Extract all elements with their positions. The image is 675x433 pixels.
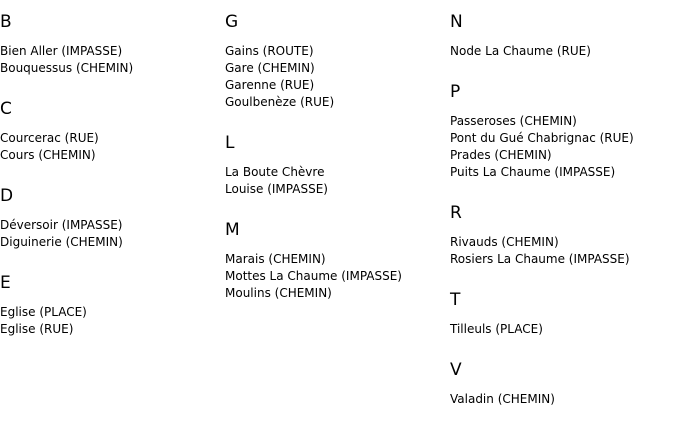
street-list xyxy=(225,43,445,111)
street-link[interactable]: Déversoir (IMPASSE) xyxy=(0,218,123,232)
letter-group-t xyxy=(450,290,675,338)
street-link[interactable]: Mottes La Chaume (IMPASSE) xyxy=(225,269,402,283)
letter-heading: P xyxy=(450,82,461,102)
street-index-column-1 xyxy=(0,0,220,338)
street-link[interactable]: Gare (CHEMIN) xyxy=(225,61,315,75)
street-link[interactable]: Diguinerie (CHEMIN) xyxy=(0,235,123,249)
street-index-column-3 xyxy=(450,0,675,408)
street-link[interactable]: Node La Chaume (RUE) xyxy=(450,44,591,58)
street-link[interactable]: Tilleuls (PLACE) xyxy=(450,322,543,336)
street-link[interactable]: Gains (ROUTE) xyxy=(225,44,314,58)
letter-heading: D xyxy=(0,186,14,206)
letter-group-n xyxy=(450,12,675,60)
street-link[interactable]: Courcerac (RUE) xyxy=(0,131,99,145)
street-link[interactable]: Pont du Gué Chabrignac (RUE) xyxy=(450,131,634,145)
letter-heading: R xyxy=(450,203,462,223)
street-link[interactable]: Bien Aller (IMPASSE) xyxy=(0,44,123,58)
street-list xyxy=(0,304,220,338)
letter-group-l xyxy=(225,133,445,198)
street-link[interactable]: Louise (IMPASSE) xyxy=(225,182,328,196)
letter-heading: E xyxy=(0,273,11,293)
street-link[interactable]: Passeroses (CHEMIN) xyxy=(450,114,577,128)
street-link[interactable]: Eglise (RUE) xyxy=(0,322,74,336)
street-list xyxy=(0,217,220,251)
street-link[interactable]: La Boute Chèvre xyxy=(225,165,325,179)
letter-group-e xyxy=(0,273,220,338)
letter-heading: M xyxy=(225,220,240,240)
street-link[interactable]: Valadin (CHEMIN) xyxy=(450,392,555,406)
letter-heading: G xyxy=(225,12,239,32)
street-link[interactable]: Bouquessus (CHEMIN) xyxy=(0,61,134,75)
street-link[interactable]: Rivauds (CHEMIN) xyxy=(450,235,559,249)
street-link[interactable]: Cours (CHEMIN) xyxy=(0,148,96,162)
street-link[interactable]: Goulbenèze (RUE) xyxy=(225,95,335,109)
letter-group-r xyxy=(450,203,675,268)
letter-group-g xyxy=(225,12,445,111)
street-link[interactable]: Puits La Chaume (IMPASSE) xyxy=(450,165,616,179)
street-list xyxy=(450,234,675,268)
street-list xyxy=(0,130,220,164)
letter-heading: T xyxy=(450,290,461,310)
letter-heading: N xyxy=(450,12,463,32)
letter-heading: V xyxy=(450,360,462,380)
letter-group-v xyxy=(450,360,675,408)
letter-group-c xyxy=(0,99,220,164)
letter-group-d xyxy=(0,186,220,251)
letter-group-m xyxy=(225,220,445,302)
letter-heading: L xyxy=(225,133,235,153)
street-index-column-2 xyxy=(225,0,445,302)
street-list xyxy=(450,113,675,181)
street-link[interactable]: Eglise (PLACE) xyxy=(0,305,87,319)
letter-group-p xyxy=(450,82,675,181)
street-list xyxy=(225,164,445,198)
letter-heading: B xyxy=(0,12,12,32)
letter-heading: C xyxy=(0,99,12,119)
street-link[interactable]: Marais (CHEMIN) xyxy=(225,252,326,266)
street-list xyxy=(450,321,675,338)
street-list xyxy=(450,43,675,60)
street-link[interactable]: Moulins (CHEMIN) xyxy=(225,286,332,300)
street-list xyxy=(450,391,675,408)
street-list xyxy=(225,251,445,302)
street-list xyxy=(0,43,220,77)
letter-group-b xyxy=(0,12,220,77)
street-link[interactable]: Rosiers La Chaume (IMPASSE) xyxy=(450,252,630,266)
street-link[interactable]: Garenne (RUE) xyxy=(225,78,315,92)
street-link[interactable]: Prades (CHEMIN) xyxy=(450,148,552,162)
